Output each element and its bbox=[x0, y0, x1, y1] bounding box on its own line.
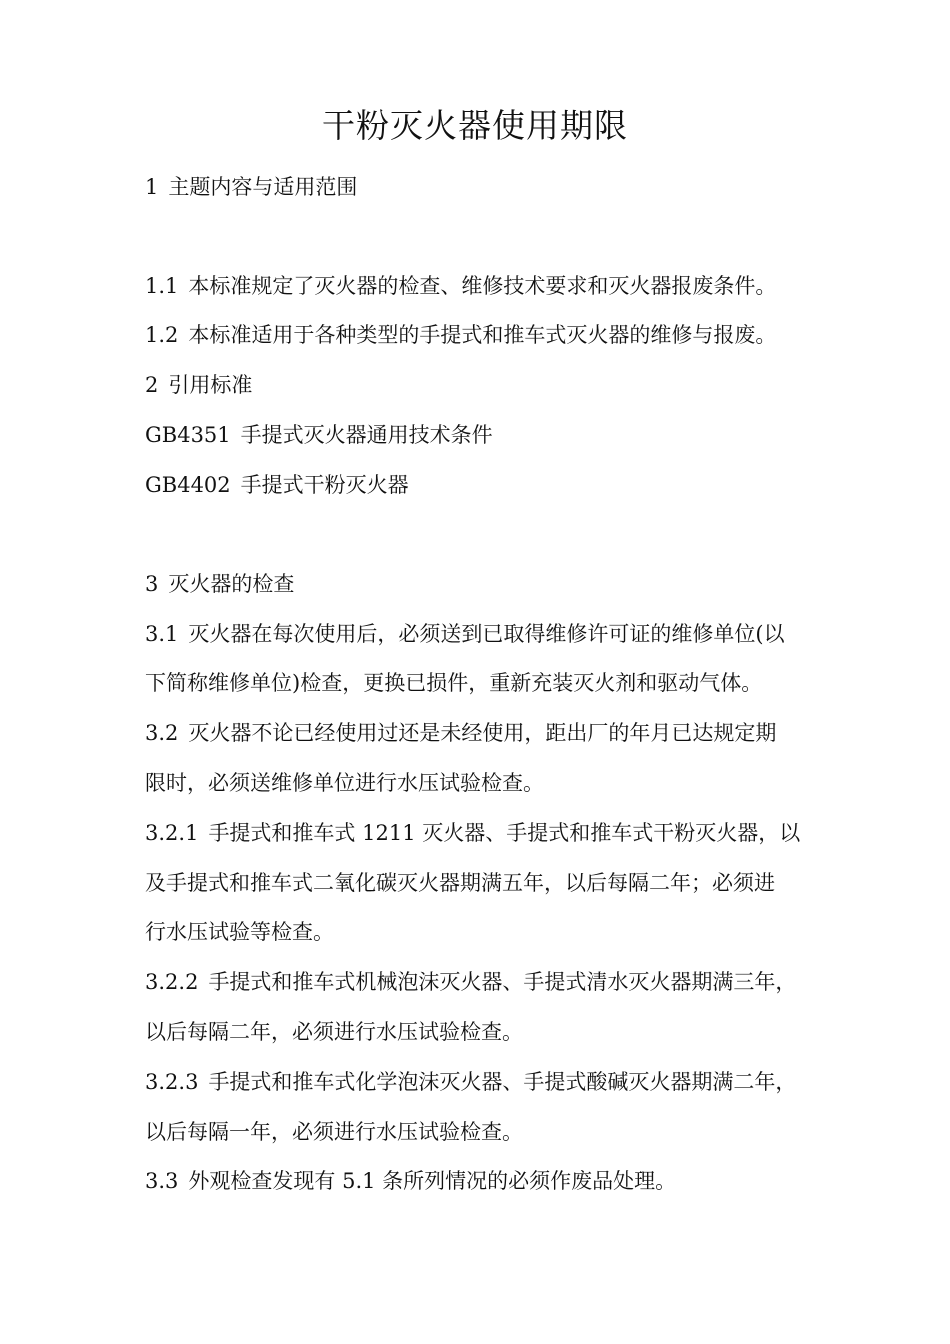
line-text: 手提式和推车式 1211 灭火器、手提式和推车式干粉灭火器，以 bbox=[208, 821, 801, 845]
line-text: 以后每隔二年，必须进行水压试验检查。 bbox=[145, 1020, 523, 1044]
line-number: 3.2.1 bbox=[145, 821, 199, 845]
line-text: 本标准适用于各种类型的手提式和推车式灭火器的维修与报废。 bbox=[188, 323, 777, 347]
line-number: 3 bbox=[145, 572, 159, 596]
clause-3-2-1-continued-2 bbox=[145, 917, 815, 947]
clause-3-2-1 bbox=[145, 818, 815, 848]
clause-1-2 bbox=[145, 320, 815, 350]
clause-3-2-1-continued bbox=[145, 868, 815, 898]
line-text: 限时，必须送维修单位进行水压试验检查。 bbox=[145, 771, 544, 795]
line-text: 本标准规定了灭火器的检查、维修技术要求和灭火器报废条件。 bbox=[188, 274, 777, 298]
section-heading-2 bbox=[145, 370, 815, 400]
line-text: 以后每隔一年，必须进行水压试验检查。 bbox=[145, 1120, 523, 1144]
section-heading-1 bbox=[145, 172, 815, 202]
line-text: 行水压试验等检查。 bbox=[145, 920, 334, 944]
line-text: 手提式灭火器通用技术条件 bbox=[240, 423, 493, 447]
document-title: 干粉灭火器使用期限 bbox=[322, 106, 628, 145]
clause-3-1-continued bbox=[145, 668, 815, 698]
line-number: 3.1 bbox=[145, 622, 179, 646]
reference-gb4402 bbox=[145, 470, 815, 500]
line-number: 2 bbox=[145, 373, 159, 397]
clause-3-2-continued bbox=[145, 768, 815, 798]
clause-3-2 bbox=[145, 718, 815, 748]
clause-3-1 bbox=[145, 619, 815, 649]
reference-gb4351 bbox=[145, 420, 815, 450]
line-text: 下简称维修单位)检查，更换已损件，重新充装灭火剂和驱动气体。 bbox=[145, 671, 763, 695]
line-number: 3.3 bbox=[145, 1169, 179, 1193]
line-number: 1 bbox=[145, 175, 159, 199]
line-text: 手提式和推车式化学泡沫灭火器、手提式酸碱灭火器期满二年， bbox=[208, 1070, 797, 1094]
line-number: GB4351 bbox=[145, 423, 231, 447]
line-number: 3.2.3 bbox=[145, 1070, 199, 1094]
line-text: 及手提式和推车式二氧化碳灭火器期满五年，以后每隔二年；必须进 bbox=[145, 871, 775, 895]
line-number: GB4402 bbox=[145, 473, 231, 497]
line-number: 1.1 bbox=[145, 274, 179, 298]
clause-3-2-2-continued bbox=[145, 1017, 815, 1047]
clause-3-2-3-continued bbox=[145, 1117, 815, 1147]
clause-3-2-2 bbox=[145, 967, 815, 997]
line-number: 3.2 bbox=[145, 721, 179, 745]
line-text: 主题内容与适用范围 bbox=[168, 175, 358, 199]
clause-3-3 bbox=[145, 1166, 815, 1196]
line-text: 引用标准 bbox=[168, 373, 253, 397]
clause-3-2-3 bbox=[145, 1067, 815, 1097]
line-number: 1.2 bbox=[145, 323, 179, 347]
clause-1-1 bbox=[145, 271, 815, 301]
line-text: 灭火器不论已经使用过还是未经使用，距出厂的年月已达规定期 bbox=[188, 721, 777, 745]
section-heading-3 bbox=[145, 569, 815, 599]
line-text: 外观检查发现有 5.1 条所列情况的必须作废品处理。 bbox=[188, 1169, 677, 1193]
line-text: 手提式干粉灭火器 bbox=[240, 473, 409, 497]
line-number: 3.2.2 bbox=[145, 970, 199, 994]
line-text: 灭火器在每次使用后，必须送到已取得维修许可证的维修单位(以 bbox=[188, 622, 785, 646]
line-text: 灭火器的检查 bbox=[168, 572, 295, 596]
line-text: 手提式和推车式机械泡沫灭火器、手提式清水灭火器期满三年， bbox=[208, 970, 797, 994]
